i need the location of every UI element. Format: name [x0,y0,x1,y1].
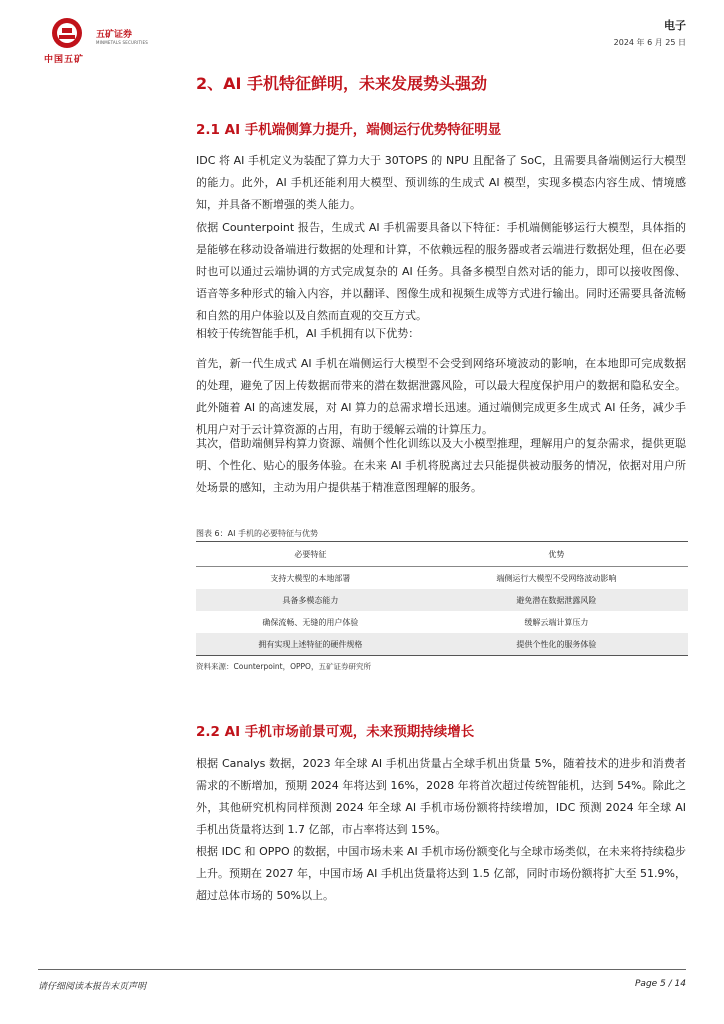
company-logo [44,16,154,65]
figure-caption: 图表 6：AI 手机的必要特征与优势 [196,529,319,538]
logo-english-name: MINMETALS SECURITIES [96,40,148,45]
page-number: Page 5 / 14 [635,979,686,989]
table-row [196,633,688,656]
section-title: 2、AI 手机特征鲜明，未来发展势头强劲 [196,74,488,93]
paragraph: IDC 将 AI 手机定义为装配了算力大于 30TOPS 的 NPU 且配备了 SoC，且需要具备端侧运行大模型的能力。此外，AI 手机还能利用大模型、预训练的生成式 AI 模型，实现多模态内容生成、情境感知，并具备不断增强的类人能力。 [196,154,686,211]
column-header: 必要特征 [196,542,425,567]
table-row [196,589,688,611]
table-cell: 缓解云端计算压力 [524,617,589,627]
subsection-title-2-2: 2.2 AI 手机市场前景可观，未来预期持续增长 [196,724,475,740]
table-cell: 端侧运行大模型不受网络波动影响 [496,573,617,583]
table-header-row [196,542,688,567]
report-date: 2024 年 6 月 25 日 [613,38,686,47]
table-cell: 拥有实现上述特征的硬件规格 [196,633,425,656]
table-cell: 确保流畅、无缝的用户体验 [262,617,359,627]
footer-disclaimer: 请仔细阅读本报告末页声明 [38,982,147,992]
paragraph: 相较于传统智能手机，AI 手机拥有以下优势： [196,327,420,340]
logo-chinese-name: 中国五矿 [44,55,85,65]
table-cell: 具备多模态能力 [196,589,425,611]
logo-brand-name: 五矿证券 [96,30,133,40]
table-row [196,611,688,633]
table-cell: 提供个性化的服务体验 [425,633,688,656]
minmetals-logo-icon [50,16,84,50]
table-cell: 避免潜在数据泄露风险 [425,589,688,611]
table-row [196,567,688,590]
table-cell: 支持大模型的本地部署 [270,573,351,583]
footer-divider [38,969,686,970]
paragraph: 根据 Canalys 数据，2023 年全球 AI 手机出货量占全球手机出货量 5%，随着技术的进步和消费者需求的不断增加，预期 2024 年将达到 16%，2028 年将首次超过传统智能机，达到 54%。除此之外，其他研究机构同样预测 2024 年全球 AI 手机市场份额将持续增加，IDC 预测 2024 年全球 AI 手机出货量将达到 1.7 亿部，市占率将达到 15%。 [196,757,686,836]
paragraph: 首先，新一代生成式 AI 手机在端侧运行大模型不会受到网络环境波动的影响，在本地即可完成数据的处理，避免了因上传数据而带来的潜在数据泄露风险，可以最大程度保护用户的数据和隐私安全。此外随着 AI 的高速发展，对 AI 算力的总需求增长迅速。通过端侧完成更多生成式 AI 任务，减少手机用户对于云计算资源的占用，有助于缓解云端的计算压力。 [196,357,686,436]
paragraph: 依据 Counterpoint 报告，生成式 AI 手机需要具备以下特征：手机端侧能够运行大模型，具体指的是能够在移动设备端进行数据的处理和计算，不依赖远程的服务器或者云端进行数据处理，但在必要时也可以通过云端协调的方式完成复杂的 AI 任务。具备多模型自然对话的能力，即可以接收图像、语音等多种形式的输入内容，并以翻译、图像生成和视频生成等方式进行输出。同时还需要具备流畅和自然的用户体验以及自然而直观的交互方式。 [196,221,686,322]
figure-source: 资料来源：Counterpoint，OPPO，五矿证券研究所 [196,662,371,671]
column-header: 优势 [425,542,688,567]
subsection-title-2-1: 2.1 AI 手机端侧算力提升，端侧运行优势特征明显 [196,122,502,138]
sector-label: 电子 [664,19,686,32]
paragraph: 根据 IDC 和 OPPO 的数据，中国市场未来 AI 手机市场份额变化与全球市场类似，在未来将持续稳步上升。预期在 2027 年，中国市场 AI 手机出货量将达到 1.5 亿部，同时市场份额将扩大至 51.9%，超过总体市场的 50%以上。 [196,845,686,902]
paragraph: 其次，借助端侧异构算力资源、端侧个性化训练以及大小模型推理，理解用户的复杂需求，提供更聪明、个性化、贴心的服务体验。在未来 AI 手机将脱离过去只能提供被动服务的情况，依据对用户所处场景的感知，主动为用户提供基于精准意图理解的服务。 [196,437,686,494]
features-table [196,541,688,656]
